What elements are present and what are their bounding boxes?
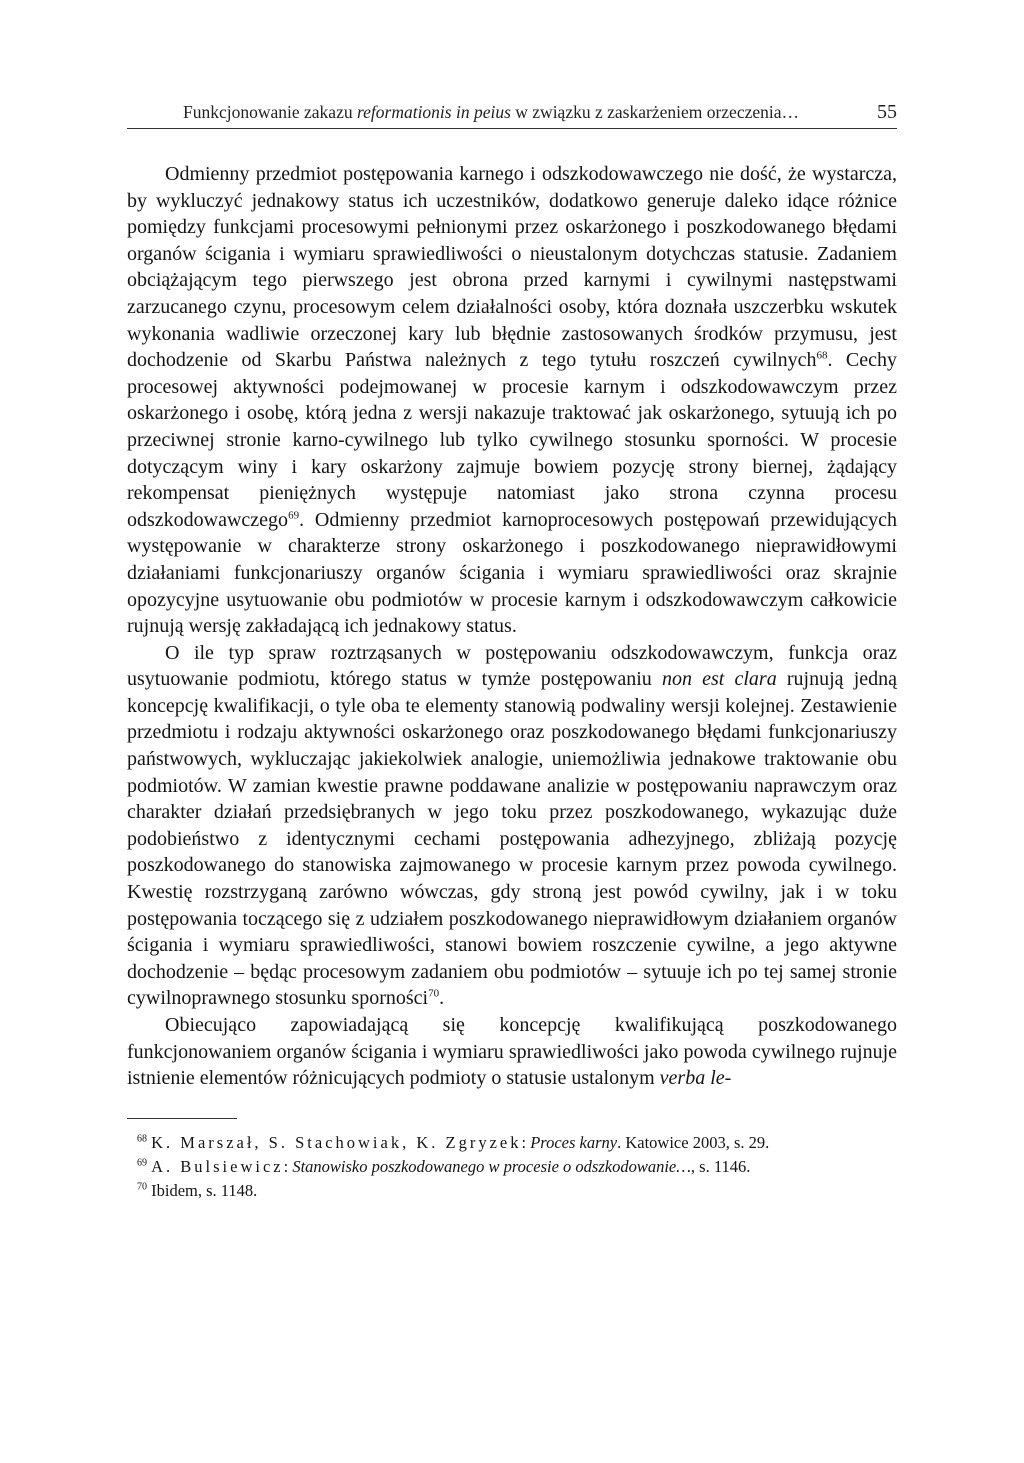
footnote-68: $^{68}$ K. Marszał, S. Stachowiak, K. Zgryzek: Proces karny. Katowice 2003, s. 29. [137,1132,770,1152]
paragraph-3: Obiecująco zapowiadającą się koncepcję kwalifikującą poszkodowanego funkcjonowaniem organów ścigania i wymiaru sprawiedliwości jako powoda cywilnego rujnuje istnienie elementów różnicujących podmioty o statusie ustalonym verba le- [127,1014,897,1090]
footnotes [127,1131,897,1203]
footnote-title: Proces karny [530,1132,618,1152]
footnote-divider [127,1118,237,1119]
running-title: Funkcjonowanie zakazu reformationis in peius w związku z zaskarżeniem orzeczenia… [183,102,799,122]
footnote-69: $^{69}$ A. Bulsiewicz: Stanowisko poszkodowanego w procesie o odszkodowanie…, s. 1146. [137,1156,751,1176]
footnote-ref-68[interactable]: 68 [816,349,828,362]
footnote-ref-69[interactable]: 69 [288,509,300,522]
footnote-title: Stanowisko poszkodowanego w procesie o odszkodowanie… [292,1156,691,1176]
page-number: 55 [877,101,897,123]
latin-phrase: non est clara [661,668,777,691]
footnote-ref-70[interactable]: 70 [428,987,440,1000]
footnote-authors: A. Bulsiewicz [151,1156,284,1176]
footnote-authors: K. Marszał, S. Stachowiak, K. Zgryzek [151,1132,522,1152]
paragraph-2: O ile typ spraw roztrząsanych w postępowaniu odszkodowawczym, funkcja oraz usytuowanie podmiotu, którego status w tymże postępowaniu non est clara rujnują jedną koncepcję kwalifikacji, o tyle oba te elementy stanowią podwaliny wersji kolejnej. Zestawienie przedmiotu i rodzaju aktywności oskarżonego oraz poszkodowanego błędami funkcjonariuszy państwowych, wykluczając jakiekolwiek analogie, uniemożliwia jednakowe traktowanie obu podmiotów. W zamian kwestie prawne poddawane analizie w postępowaniu naprawczym oraz charakter działań przedsiębranych w jego toku przez poszkodowanego, wykazując duże podobieństwo z identycznymi cechami postępowania adhezyjnego, zbliżają pozycję poszkodowanego do stanowiska zajmowanego w procesie karnym przez powoda cywilnego. Kwestię rozstrzyganą zarówno wówczas, gdy stroną jest powód cywilny, jak i w toku postępowania toczącego się z udziałem poszkodowanego nieprawidłowym działaniem organów ścigania i wymiaru sprawiedliwości, stanowi bowiem roszczenie cywilne, a jego aktywne dochodzenie – będąc procesowym zadaniem obu podmiotów – sytuuje ich po tej samej stronie cywilnoprawnego stosunku sporności$^{70}$. [127,641,898,1010]
running-header [127,100,897,129]
latin-phrase-2: verba le- [659,1067,732,1090]
document-page [127,100,897,1203]
paragraph-1: Odmienny przedmiot postępowania karnego i odszkodowawczego nie dość, że wystarcza, by wykluczyć jednakowy status ich uczestników, dodatkowo generuje daleko idące różnice pomiędzy funkcjami procesowymi pełnionymi przez oskarżonego i poszkodowanego błędami organów ścigania i wymiaru sprawiedliwości o nieustalonym dotychczas statusie. Zadaniem obciążającym tego pierwszego jest obrona przed karnymi i cywilnymi następstwami zarzucanego czynu, procesowym celem działalności osoby, która doznała uszczerbku wskutek wykonania wadliwie orzeczonej kary lub błędnie zastosowanych środków przymusu, jest dochodzenie od Skarbu Państwa należnych z tego tytułu roszczeń cywilnych$^{68}$. Cechy procesowej aktywności podejmowanej w procesie karnym i odszkodowawczym przez oskarżonego i osobę, którą jedna z wersji nakazuje traktować jak oskarżonego, sytuują ich po przeciwnej stronie karno-cywilnego lub tylko cywilnego stosunku sporności. W procesie dotyczącym winy i kary oskarżony zajmuje bowiem pozycję strony biernej, żądający rekompensat pieniężnych występuje natomiast jako strona czynna procesu odszkodowawczego$^{69}$. Odmienny przedmiot karnoprocesowych postępowań przewidujących występowanie w charakterze strony oskarżonego i poszkodowanego nieprawidłowymi działaniami funkcjonariuszy organów ścigania i wymiaru sprawiedliwości oraz skrajnie opozycyjne usytuowanie obu podmiotów w procesie karnym i odszkodowawczym całkowicie rujnują wersję zakładającą ich jednakowy status. [127,163,897,638]
body-text [127,161,897,1092]
running-title-italic: reformationis in peius [356,102,511,122]
footnote-70: $^{70}$ Ibidem, s. 1148. [137,1180,258,1200]
